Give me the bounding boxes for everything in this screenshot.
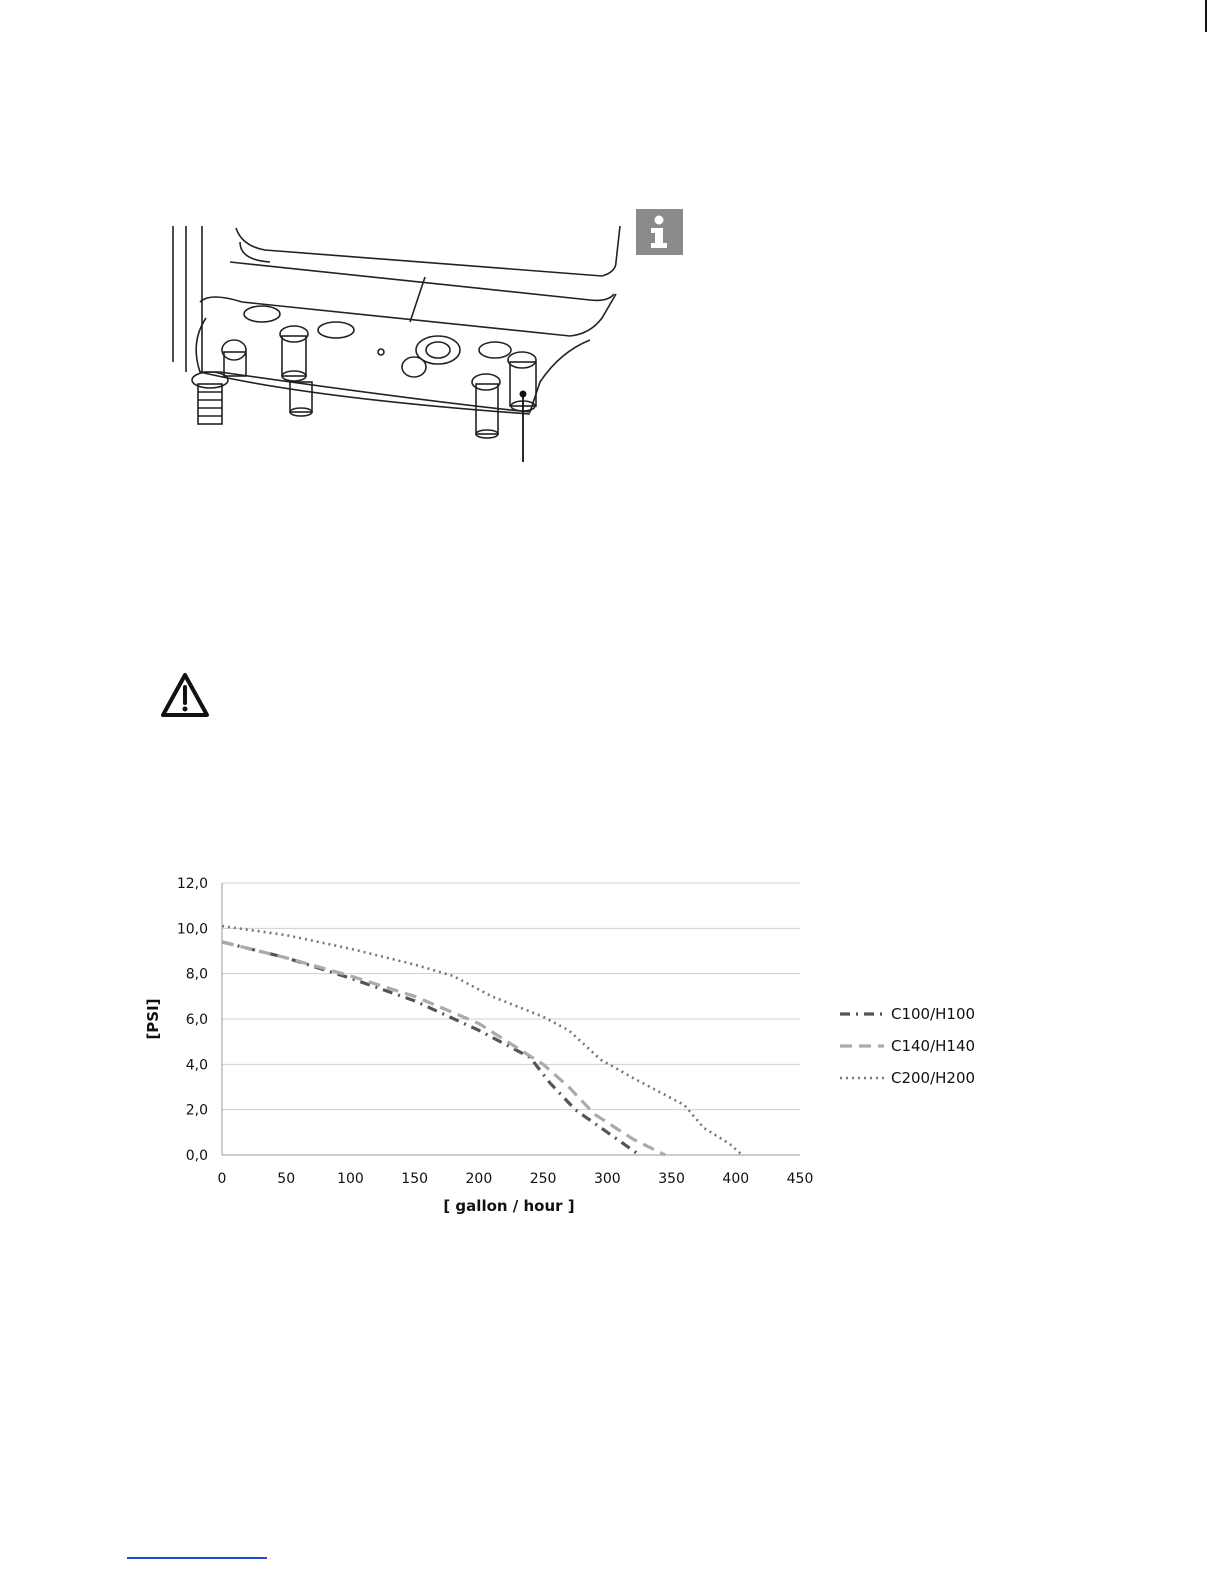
y-tick-label: 8,0	[185, 966, 208, 983]
y-tick-label: 12,0	[176, 876, 208, 892]
pressure-flow-chart	[140, 865, 990, 1225]
legend-label: C140/H140	[891, 1037, 976, 1055]
y-tick-label: 4,0	[185, 1057, 208, 1074]
x-tick-label: 450	[786, 1171, 814, 1187]
footer-link-underline[interactable]	[127, 1557, 267, 1559]
y-axis-label: [PSI]	[144, 998, 162, 1040]
x-tick-label: 250	[529, 1171, 557, 1187]
legend-label: C200/H200	[891, 1069, 976, 1087]
top-right-margin-line	[1205, 0, 1207, 32]
x-tick-label: 100	[337, 1171, 364, 1187]
y-tick-label: 10,0	[176, 921, 208, 938]
info-icon	[636, 209, 683, 255]
y-tick-label: 0,0	[185, 1148, 208, 1164]
x-tick-label: 400	[722, 1171, 750, 1187]
water-heater-bottom-diagram	[170, 222, 690, 467]
x-tick-label: 350	[658, 1171, 685, 1187]
warning-triangle-icon	[160, 672, 210, 718]
x-tick-label: 300	[593, 1171, 621, 1187]
x-tick-label: 150	[401, 1171, 429, 1187]
x-tick-label: 50	[277, 1171, 296, 1187]
y-tick-label: 6,0	[185, 1012, 208, 1028]
y-tick-label: 2,0	[185, 1102, 208, 1119]
x-tick-label: 200	[465, 1171, 493, 1187]
x-tick-label: 0	[217, 1171, 227, 1187]
legend-label: C100/H100	[891, 1005, 976, 1023]
x-axis-label: [ gallon / hour ]	[443, 1197, 575, 1215]
